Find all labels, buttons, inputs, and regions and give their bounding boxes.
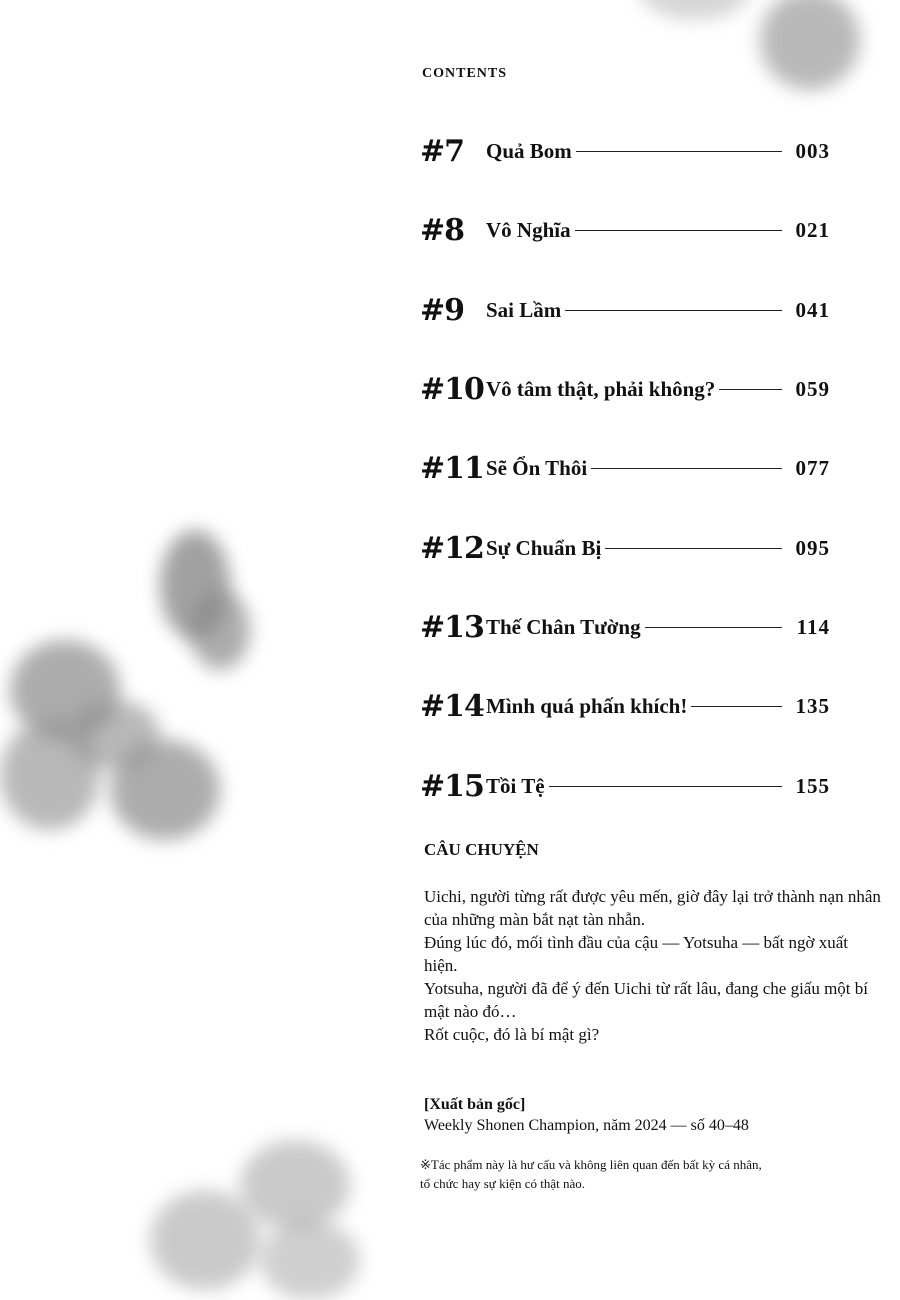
- toc-entry[interactable]: [420, 588, 830, 667]
- page-number: 114: [796, 614, 830, 639]
- leader-line: [645, 627, 782, 628]
- page-number: 021: [795, 218, 830, 243]
- leader-line: [691, 706, 782, 707]
- leader-line: [719, 389, 782, 390]
- leader-line: [549, 786, 782, 787]
- chapter-title: Thế Chân Tường: [486, 614, 641, 639]
- page-number: 003: [795, 139, 830, 164]
- page-number: 155: [795, 773, 830, 798]
- toc-entry[interactable]: [420, 350, 830, 429]
- chapter-title: Quả Bom: [486, 139, 572, 164]
- chapter-number: #14: [420, 689, 484, 725]
- story-line: Đúng lúc đó, mối tình đầu của cậu — Yotsuha — bất ngờ xuất hiện.: [424, 933, 849, 975]
- page-number: 095: [795, 535, 830, 560]
- page-number: 077: [795, 456, 830, 481]
- chapter-number: #15: [420, 768, 484, 804]
- chapter-title: Vô Nghĩa: [486, 218, 571, 243]
- chapter-number: #10: [420, 372, 484, 408]
- disclaimer-note: [420, 1155, 762, 1193]
- contents-heading: CONTENTS: [422, 66, 508, 81]
- chapter-title: Sự Chuẩn Bị: [486, 535, 602, 560]
- original-publication-heading: [Xuất bản gốc]: [424, 1096, 526, 1113]
- toc-entry[interactable]: [420, 191, 830, 270]
- toc-entry[interactable]: [420, 667, 830, 746]
- story-heading: CÂU CHUYỆN: [424, 840, 539, 859]
- chapter-title: Tồi Tệ: [486, 773, 545, 798]
- page-number: 059: [795, 377, 830, 402]
- chapter-title: Sẽ Ổn Thôi: [486, 456, 588, 481]
- story-line: Rốt cuộc, đó là bí mật gì?: [424, 1025, 600, 1044]
- chapter-number: #12: [420, 530, 484, 566]
- chapter-title: Vô tâm thật, phải không?: [486, 377, 716, 402]
- page-number: 135: [795, 694, 830, 719]
- chapter-number: #11: [420, 451, 484, 487]
- disclaimer-line: ※Tác phẩm này là hư cấu và không liên quan đến bất kỳ cá nhân,: [420, 1157, 762, 1172]
- toc-entry[interactable]: [420, 746, 830, 825]
- disclaimer-line: tổ chức hay sự kiện có thật nào.: [420, 1176, 585, 1191]
- toc-entry[interactable]: [420, 508, 830, 587]
- leader-line: [605, 548, 782, 549]
- leader-line: [565, 310, 782, 311]
- chapter-number: #8: [420, 213, 465, 249]
- story-line: Uichi, người từng rất được yêu mến, giờ đây lại trở thành nạn nhân của những màn bắt nạt tàn nhẫn.: [424, 887, 881, 929]
- chapter-title: Sai Lầm: [486, 297, 562, 322]
- toc-entry[interactable]: [420, 429, 830, 508]
- original-publication-text: Weekly Shonen Champion, năm 2024 — số 40–48: [424, 1117, 749, 1134]
- story-line: Yotsuha, người đã để ý đến Uichi từ rất lâu, đang che giấu một bí mật nào đó…: [424, 979, 869, 1021]
- table-of-contents: [420, 112, 830, 826]
- chapter-title: Mình quá phấn khích!: [486, 694, 688, 719]
- leader-line: [591, 468, 782, 469]
- leader-line: [576, 151, 782, 152]
- chapter-number: #7: [420, 134, 465, 170]
- toc-entry[interactable]: [420, 271, 830, 350]
- toc-entry[interactable]: [420, 112, 830, 191]
- page-number: 041: [795, 297, 830, 322]
- chapter-number: #13: [420, 609, 484, 645]
- leader-line: [575, 230, 782, 231]
- chapter-number: #9: [420, 292, 465, 328]
- story-summary: [424, 885, 884, 1046]
